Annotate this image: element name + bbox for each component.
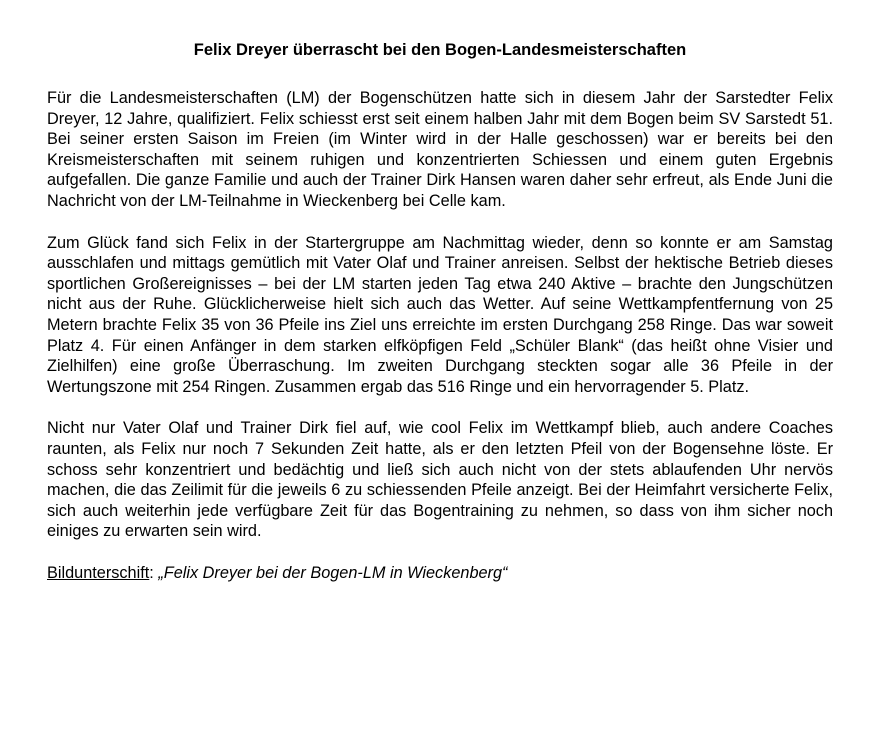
paragraph-1: Für die Landesmeisterschaften (LM) der Bogenschützen hatte sich in diesem Jahr der Sarstedter Felix Dreyer, 12 Jahre, qualifiziert. Felix schiesst erst seit einem halben Jahr mit dem Bogen beim SV Sarstedt 51. Bei seiner ersten Saison im Freien (im Winter wird in der Halle geschossen) war er bereits bei den Kreismeisterschaften mit seinem ruhigen und konzentrierten Schiessen und einem guten Ergebnis aufgefallen. Die ganze Familie und auch der Trainer Dirk Hansen waren daher sehr erfreut, als Ende Juni die Nachricht von der LM-Teilnahme in Wieckenberg bei Celle kam. — [47, 89, 833, 210]
caption-separator: : — [149, 563, 159, 582]
caption-text: „Felix Dreyer bei der Bogen-LM in Wieckenberg“ — [158, 563, 508, 582]
paragraph-3: Nicht nur Vater Olaf und Trainer Dirk fiel auf, wie cool Felix im Wettkampf blieb, auch andere Coaches raunten, als Felix nur noch 7 Sekunden Zeit hatte, als er den letzten Pfeil von der Bogensehne löste. Er schoss sehr konzentriert und bedächtig und ließ sich auch nicht von der stets ablaufenden Uhr nervös machen, die das Zeilimit für die jeweils 6 zu schiessenden Pfeile anzeigt. Bei der Heimfahrt versicherte Felix, sich auch weiterhin jede verfügbare Zeit für das Bogentraining zu nehmen, so dass von ihm sicher noch einiges zu erwarten sein wird. — [47, 419, 833, 541]
image-caption — [47, 563, 833, 584]
document-title: Felix Dreyer überrascht bei den Bogen-Landesmeisterschaften — [193, 41, 687, 59]
caption-label: Bildunterschift — [47, 563, 150, 582]
paragraph-2: Zum Glück fand sich Felix in der Startergruppe am Nachmittag wieder, denn so konnte er am Samstag ausschlafen und mittags gemütlich mit Vater Olaf und Trainer anreisen. Selbst der hektische Betrieb dieses sportlichen Großereignisses – bei der LM starten jeden Tag etwa 240 Aktive – brachte den Jungschützen nicht aus der Ruhe. Glücklicherweise hielt sich auch das Wetter. Auf seine Wettkampfentfernung von 25 Metern brachte Felix 35 von 36 Pfeile ins Ziel uns erreichte im ersten Durchgang 258 Ringe. Das war soweit Platz 4. Für einen Anfänger in dem starken elfköpfigen Feld „Schüler Blank“ (das heißt ohne Visier und Zielhilfen) eine große Überraschung. Im zweiten Durchgang steckten sogar alle 36 Pfeile in der Wertungszone mit 254 Ringen. Zusammen ergab das 516 Ringe und ein hervorragender 5. Platz. — [47, 233, 833, 396]
